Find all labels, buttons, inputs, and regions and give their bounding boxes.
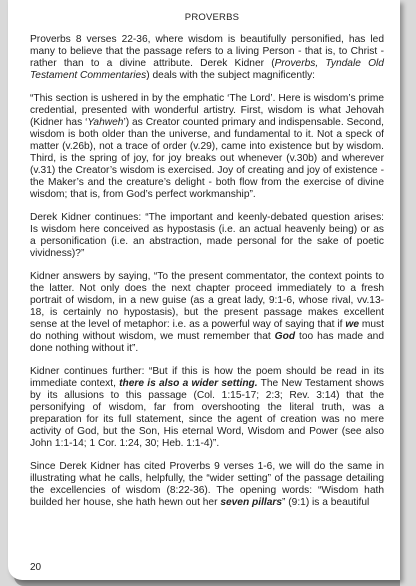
text-run: ’) as Creator counted primary and indispensable. Second, wisdom is both older than the universe, and fundamental to it. Not a speck of matter (v.26b), not a trace of order (v.29), came into existence but by wisdom. Third, is the spring of joy, for joy breaks out whenever (v.30b) and wherever (v.31) the Creator’s wisdom is exercised. Joy of creating and joy of existence - the Maker’s and the creature’s delight - both flow from the exercise of divine wisdom; that is, from God’s perfect workmanship”.	[30, 117, 384, 200]
text-run: ) deals with the subject magnificently:	[146, 70, 316, 81]
book-page	[8, 0, 400, 580]
emphasis: seven pillars	[220, 497, 283, 508]
text-run: Kidner continues further: “But if this is how the poem should be read in its immediate context,	[30, 366, 384, 389]
emphasis: God	[274, 331, 296, 342]
text-run: “This section is ushered in by the emphatic ‘The Lord’. Here is wisdom’s prime credential, presented with wonderful artistry. First, wisdom is what Jehovah (Kidner has ‘	[30, 93, 384, 128]
running-title: PROVERBS	[184, 12, 240, 23]
paragraph-5	[30, 366, 384, 450]
paragraph-1	[30, 34, 384, 82]
paragraph-3: Derek Kidner continues: “The important and keenly-debated question arises: Is wisdom here conceived as hypostasis (i.e. an actual heavenly being) or as a personification (i.e. an abstraction, made personal for the sake of poetic vividness)?”	[30, 212, 384, 259]
text-run: The New Testament shows by its allusions to this passage (Col. 1:15-17; 2:3; Rev. 3:14) that the personifying of wisdom, far from overshooting the literal truth, was a preparation for its full statement, since the agent of creation was no mere activity of God, but the Son, His eternal Word, Wisdom and Power (see also John 1:1-14; 1 Cor. 1:24, 30; Heb. 1:1-4)”.	[30, 378, 384, 449]
text-run: Kidner answers by saying, “To the present commentator, the context points to the latter. Not only does the next chapter proceed immediately to a fresh portrait of wisdom, in a new guise (as a great lady, 9:1-6, whose rival, vv.13-18, is certainly no hypostasis), but the present passage makes excellent sense at the level of metaphor: i.e. as a powerful way of saying that if	[30, 271, 384, 330]
text-run: too has made and done nothing without it”.	[30, 331, 384, 354]
text-run: Proverbs 8 verses 22-36, where wisdom is beautifully personified, has led many to believe that the passage refers to a living Person - that is, to Christ - rather than to a divine attribute. Derek Kidner (	[30, 34, 384, 69]
text-run: must do nothing without wisdom, we must remember that	[30, 319, 384, 342]
emphasis: we	[345, 319, 359, 330]
page-number: 20	[30, 562, 42, 573]
book-title: Proverbs, Tyndale Old Testament Commentaries	[30, 58, 384, 81]
paragraph-2	[30, 93, 384, 201]
text-run: Since Derek Kidner has cited Proverbs 9 verses 1-6, we will do the same in illustrating what he calls, helpfully, the “wider setting” of the passage detailing the excellencies of wisdom (8:22-36). The opening words: “Wisdom hath builded her house, she hath hewn out her	[30, 461, 384, 508]
emphasis: there is also a wider setting.	[119, 378, 258, 389]
italic-term: Yahweh	[87, 117, 124, 128]
text-run: ” (9:1) is a beautiful	[282, 497, 370, 508]
paragraph-6	[30, 461, 384, 509]
paragraph-4	[30, 271, 384, 355]
page-body	[30, 34, 384, 520]
